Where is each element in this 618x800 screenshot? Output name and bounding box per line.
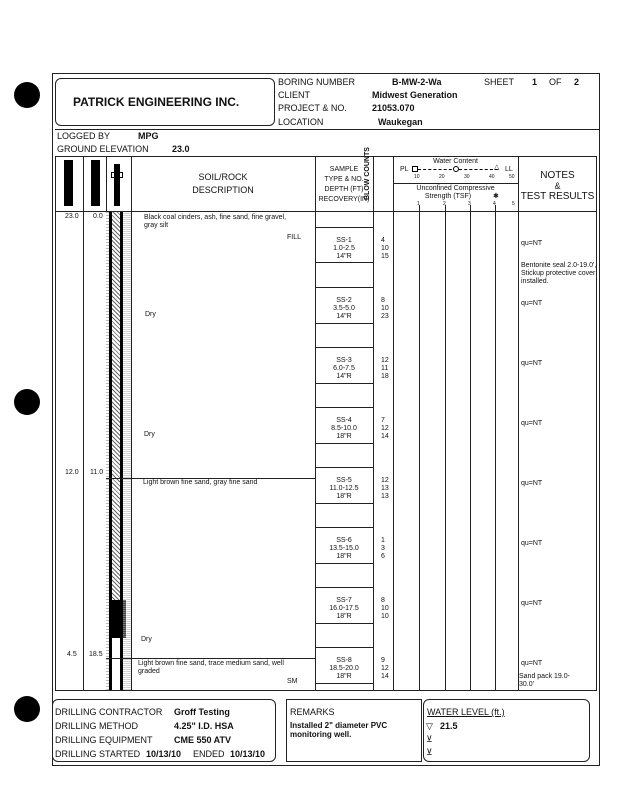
sample-divider: [315, 623, 373, 624]
blow-count: 4: [381, 237, 385, 244]
elev-3: 4.5: [67, 651, 77, 658]
sample-depth: 18.5-20.0: [329, 665, 359, 672]
sample-divider: [315, 647, 373, 648]
blow-count: 1: [381, 537, 385, 544]
elevation-column-icon: [64, 160, 73, 206]
drilling-started: 10/13/10: [146, 749, 182, 759]
ll-label: LL: [505, 166, 513, 173]
blow-count: 11: [381, 365, 389, 372]
desc-fill: Black coal cinders, ash, fine sand, fine gravel, gray silt: [144, 214, 287, 229]
desc-dry-2: Dry: [144, 431, 155, 438]
sample-cell: [316, 297, 372, 321]
logged-by-label: LOGGED BY: [57, 131, 111, 141]
drilling-method: 4.25" I.D. HSA: [174, 721, 234, 731]
blow-count-cell: [381, 477, 389, 501]
blow-count: 12: [381, 357, 389, 364]
drilling-equipment: CME 550 ATV: [174, 735, 232, 745]
sample-divider: [315, 563, 373, 564]
sample-no: SS-3: [336, 357, 352, 364]
sample-header-1: SAMPLE: [329, 166, 359, 173]
sample-no: SS-2: [336, 297, 352, 304]
sample-depth: 13.5-15.0: [329, 545, 359, 552]
strength-gridline: [445, 205, 446, 691]
ucs-tick-label: 3: [468, 201, 471, 207]
drilling-equipment-label: DRILLING EQUIPMENT: [55, 735, 153, 745]
sample-cell: [316, 657, 372, 681]
sample-divider: [315, 503, 373, 504]
sample-divider: [315, 683, 373, 684]
sample-rec: 14"R: [336, 313, 352, 320]
sample-note: qu=NT: [521, 360, 543, 367]
sample-cell: [316, 417, 372, 441]
sample-rec: 14"R: [336, 253, 352, 260]
notes-header-2: &: [554, 181, 561, 191]
water-level-1: 21.5: [440, 721, 458, 731]
depth-2: 11.0: [90, 469, 104, 476]
sample-divider: [315, 467, 373, 468]
sample-rec: 18"R: [336, 553, 352, 560]
remarks: Installed 2" diameter PVC monitoring well.: [290, 721, 388, 739]
sample-note: qu=NT: [521, 480, 543, 487]
desc-dry-1: Dry: [145, 311, 156, 318]
water-content-header: Water Content: [433, 158, 478, 165]
wc-tick-label: 20: [439, 174, 445, 180]
blow-count: 10: [381, 605, 389, 612]
boring-number-label: BORING NUMBER: [278, 77, 356, 87]
drilling-contractor-label: DRILLING CONTRACTOR: [55, 707, 163, 717]
blow-count: 12: [381, 477, 389, 484]
sample-divider: [315, 407, 373, 408]
blow-count: 18: [381, 373, 389, 380]
sample-depth: 11.0-12.5: [329, 485, 359, 492]
sheet-num: 1: [532, 77, 538, 87]
sample-no: SS-4: [336, 417, 352, 424]
blow-count: 10: [381, 245, 389, 252]
sheet-total: 2: [574, 77, 580, 87]
blow-count: 13: [381, 493, 389, 500]
sample-rec: 18"R: [336, 673, 352, 680]
strength-gridline: [495, 205, 496, 691]
sample-rec: 18"R: [336, 613, 352, 620]
depth-1: 0.0: [93, 213, 103, 220]
sample-note: qu=NT: [521, 600, 543, 607]
sample-divider: [315, 443, 373, 444]
sample-cell: [316, 237, 372, 261]
well-column-icon: [114, 164, 120, 206]
sample-no: SS-1: [336, 237, 352, 244]
ucs-tick-label: 4: [493, 201, 496, 207]
sample-no: SS-8: [336, 657, 352, 664]
blow-count: 15: [381, 253, 389, 260]
sample-divider: [315, 527, 373, 528]
sample-rec: 18"R: [336, 433, 352, 440]
elev-2: 12.0: [65, 469, 79, 476]
sample-cell: [316, 537, 372, 561]
depth-3: 18.5: [89, 651, 103, 658]
blow-count: 7: [381, 417, 385, 424]
location-label: LOCATION: [278, 117, 324, 127]
ground-elevation: 23.0: [172, 144, 190, 154]
binder-hole-middle: [14, 389, 40, 415]
blow-count-cell: [381, 417, 389, 441]
sample-divider: [315, 347, 373, 348]
desc-sm: SM: [287, 678, 298, 685]
ucs-tick-label: 1: [417, 201, 420, 207]
wc-tick-label: 10: [414, 174, 420, 180]
logged-by: MPG: [138, 131, 159, 141]
soil-desc-header-2: DESCRIPTION: [192, 185, 254, 195]
sample-divider: [315, 262, 373, 263]
sample-no: SS-5: [336, 477, 352, 484]
sample-header-3: DEPTH (FT): [324, 186, 364, 193]
ended: 10/13/10: [230, 749, 266, 759]
sample-cell: [316, 597, 372, 621]
binder-hole-top: [14, 82, 40, 108]
drilling-method-label: DRILLING METHOD: [55, 721, 139, 731]
blow-count: 10: [381, 613, 389, 620]
blow-count: 8: [381, 597, 385, 604]
blow-count-cell: [381, 357, 389, 381]
sample-no: SS-6: [336, 537, 352, 544]
project-label: PROJECT & NO.: [278, 103, 347, 113]
notes-header-3: TEST RESULTS: [520, 191, 595, 202]
sample-cell: [316, 477, 372, 501]
sample-depth: 3.5-5.0: [333, 305, 355, 312]
client: Midwest Generation: [372, 90, 458, 100]
blow-count-cell: [381, 237, 389, 261]
wc-tick-label: 30: [464, 174, 470, 180]
water-level-symbol-3: ⊻: [426, 747, 433, 757]
blow-count-cell: [381, 657, 389, 681]
blow-count: 14: [381, 673, 389, 680]
blow-count: 12: [381, 425, 389, 432]
sample-divider: [315, 323, 373, 324]
blow-count: 3: [381, 545, 385, 552]
water-level-symbol-1: ▽: [426, 721, 433, 731]
sample-note: qu=NT: [521, 240, 543, 247]
sample-divider: [315, 287, 373, 288]
blow-count: 12: [381, 665, 389, 672]
desc-sand: Light brown fine sand, gray fine sand: [143, 479, 258, 486]
blow-count: 14: [381, 433, 389, 440]
notes-header-1: NOTES: [540, 170, 575, 181]
blow-count: 13: [381, 485, 389, 492]
remarks-label: REMARKS: [290, 707, 335, 717]
well-annulus-fill: [112, 212, 120, 602]
blow-count-cell: [381, 297, 389, 321]
sheet-of: OF: [549, 77, 562, 87]
sample-header-2: TYPE & NO.: [324, 176, 364, 183]
ucs-tick-label: 2: [443, 201, 446, 207]
sample-note: qu=NT: [521, 540, 543, 547]
soil-desc-header-1: SOIL/ROCK: [198, 172, 248, 182]
sample-no: SS-7: [336, 597, 352, 604]
sample-depth: 16.0-17.5: [329, 605, 359, 612]
desc-fill-label: FILL: [287, 234, 302, 241]
sample-divider: [315, 227, 373, 228]
company-name: PATRICK ENGINEERING INC.: [73, 95, 240, 109]
sample-note: qu=NT: [521, 420, 543, 427]
strength-gridline: [470, 205, 471, 691]
blow-count: 9: [381, 657, 385, 664]
binder-hole-bottom: [14, 696, 40, 722]
sample-divider: [315, 383, 373, 384]
sample-note: qu=NT: [521, 300, 543, 307]
note-bentonite: Bentonite seal 2.0-19.0', Stickup protective cover installed.: [521, 262, 597, 285]
location: Waukegan: [378, 117, 423, 127]
sample-depth: 1.0-2.5: [333, 245, 355, 252]
sample-cell: [316, 357, 372, 381]
ucs-tick-label: 5: [512, 201, 515, 207]
drilling-started-label: DRILLING STARTED: [55, 749, 141, 759]
blow-count: 8: [381, 297, 385, 304]
blow-counts-header: BLOW COUNTS: [364, 147, 371, 200]
sheet-label: SHEET: [484, 77, 515, 87]
blow-count-cell: [381, 537, 385, 561]
ucs-header-2: Strength (TSF): [424, 193, 472, 200]
desc-dry-3: Dry: [141, 636, 152, 643]
elev-1: 23.0: [65, 213, 79, 220]
blow-count: 23: [381, 313, 389, 320]
ucs-star: ✱: [493, 193, 499, 200]
note-sand-pack: Sand pack 19.0-30.0': [519, 673, 570, 688]
drilling-contractor: Groff Testing: [174, 707, 230, 717]
blow-count-cell: [381, 597, 389, 621]
water-level-symbol-2: ⊻: [426, 734, 433, 744]
boring-number: B-MW-2-Wa: [392, 77, 442, 87]
sample-divider: [315, 587, 373, 588]
sample-depth: 6.0-7.5: [333, 365, 355, 372]
sample-depth: 8.5-10.0: [331, 425, 357, 432]
strength-gridline: [419, 205, 420, 691]
well-sand-pack: [123, 212, 131, 690]
depth-column-icon: [91, 160, 100, 206]
ended-label: ENDED: [193, 749, 225, 759]
water-level-label: WATER LEVEL (ft.): [427, 707, 505, 717]
header-row-divider: [55, 211, 597, 212]
blow-count: 10: [381, 305, 389, 312]
sample-rec: 18"R: [336, 493, 352, 500]
wc-tick-label: 40: [489, 174, 495, 180]
sample-note: qu=NT: [521, 660, 543, 667]
pl-label: PL: [400, 166, 409, 173]
wc-tick-label: 50: [509, 174, 515, 180]
project-no: 21053.070: [372, 103, 415, 113]
ucs-header-1: Unconfined Compressive: [416, 185, 495, 192]
sample-rec: 14"R: [336, 373, 352, 380]
client-label: CLIENT: [278, 90, 311, 100]
desc-sand-2: Light brown fine sand, trace medium sand, well graded: [138, 660, 284, 675]
sample-header-4: RECOVERY(IN): [318, 196, 370, 203]
ground-elevation-label: GROUND ELEVATION: [57, 144, 149, 154]
blow-count: 6: [381, 553, 385, 560]
